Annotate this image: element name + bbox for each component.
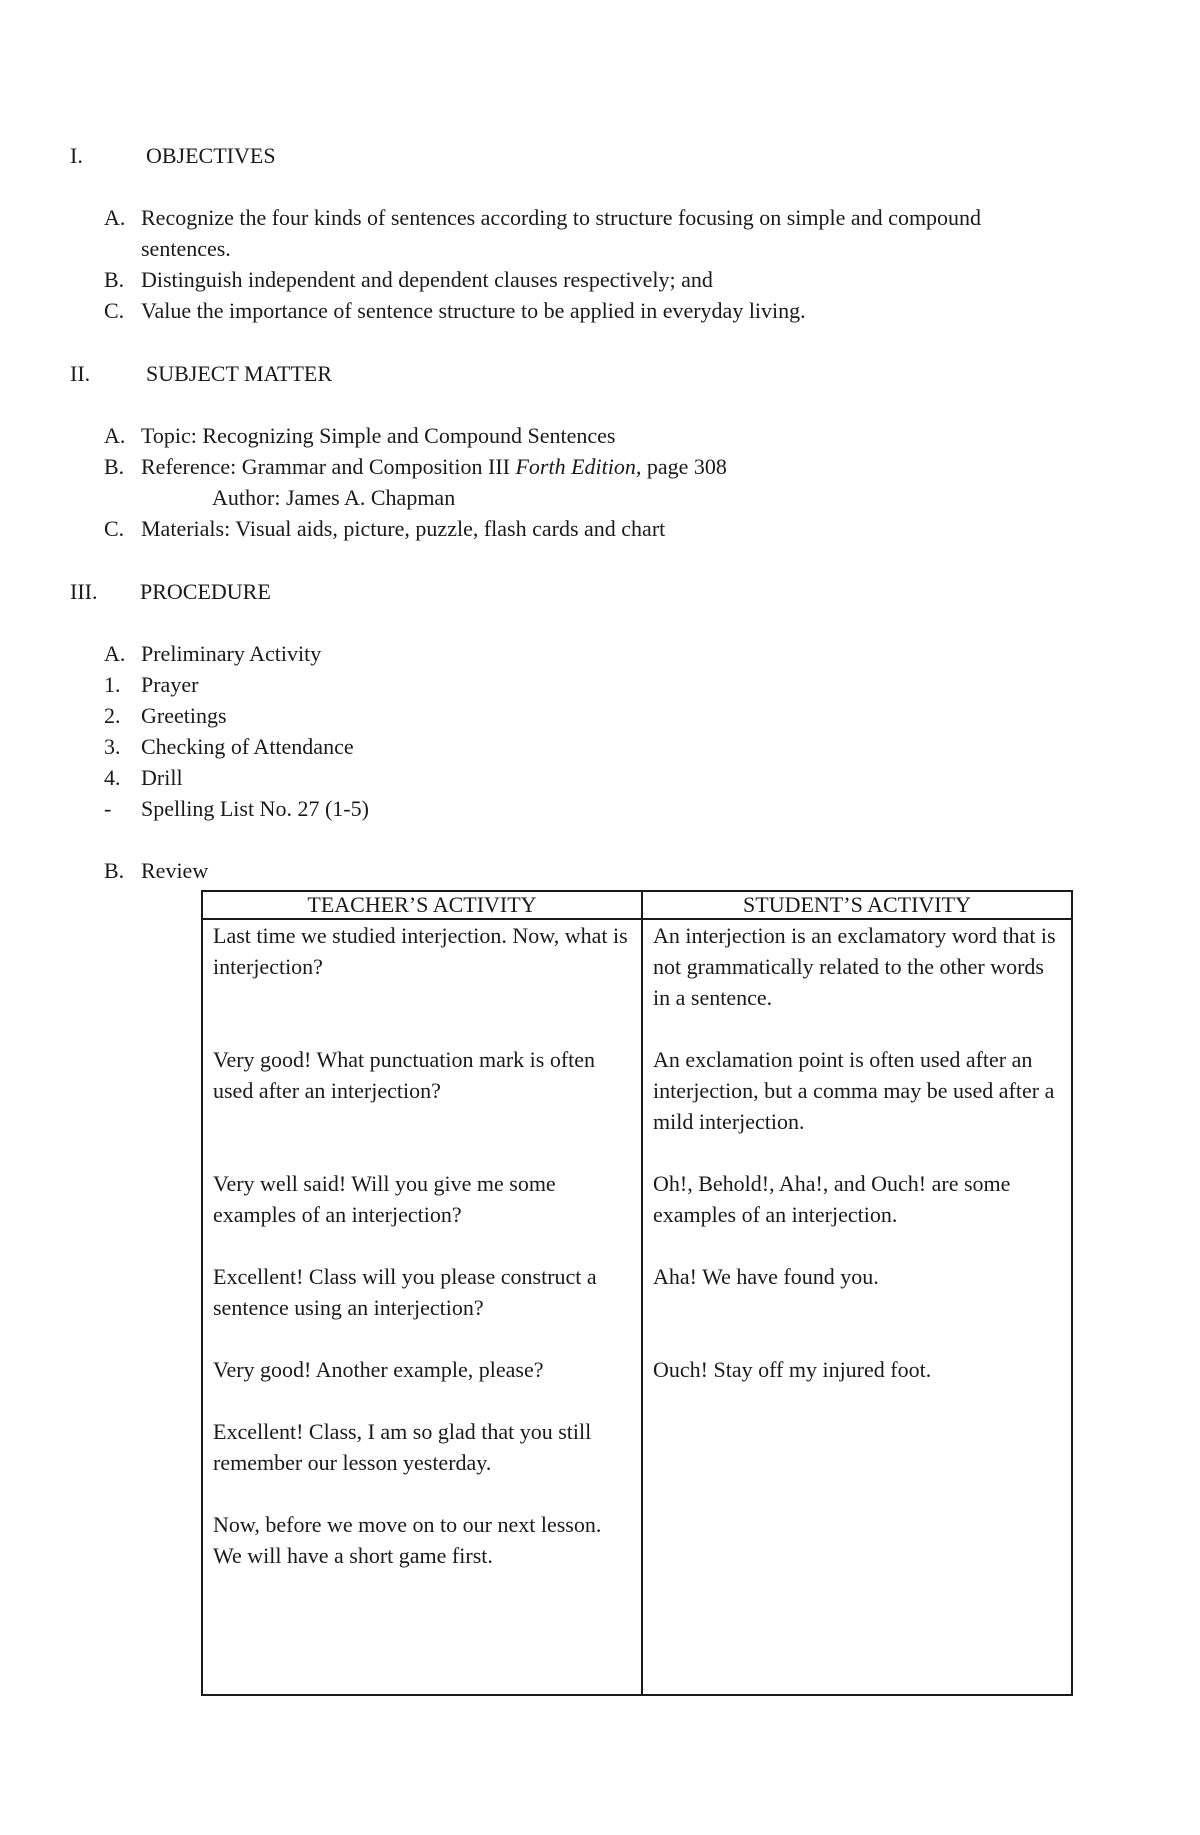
reference-title: Reference: Grammar and Composition III (141, 454, 516, 479)
item-marker: B. (104, 454, 125, 479)
item-marker: 3. (104, 734, 121, 759)
item-text: Greetings (141, 703, 227, 728)
student-activity-header: STUDENT’S ACTIVITY (642, 891, 1072, 919)
student-activity-cell (642, 919, 1072, 1695)
student-line: Oh!, Behold!, Aha!, and Ouch! are some examples of an interjection. (653, 1171, 1011, 1227)
list-item (104, 638, 1054, 669)
list-item (104, 202, 1054, 264)
list-item (104, 700, 1054, 731)
section-numeral: III. (70, 579, 98, 604)
item-marker: 1. (104, 672, 121, 697)
teacher-activity-header: TEACHER’S ACTIVITY (202, 891, 642, 919)
procedure-heading (70, 576, 271, 607)
item-text: Review (141, 858, 209, 883)
list-item (104, 295, 1054, 326)
teacher-line: Excellent! Class will you please construct a sentence using an interjection? (213, 1264, 597, 1320)
list-item (104, 451, 1054, 482)
list-item (104, 793, 1054, 824)
item-marker: B. (104, 267, 125, 292)
student-line: Ouch! Stay off my injured foot. (653, 1357, 932, 1382)
item-marker: B. (104, 858, 125, 883)
section-title: PROCEDURE (140, 579, 271, 604)
reference-page: page 308 (641, 454, 727, 479)
table-header-row (202, 891, 1072, 919)
section-title: OBJECTIVES (146, 143, 276, 168)
teacher-line: Very good! Another example, please? (213, 1357, 544, 1382)
procedure-list (104, 638, 1054, 886)
item-marker: 2. (104, 703, 121, 728)
item-marker: A. (104, 205, 126, 230)
teacher-line: Very good! What punctuation mark is often used after an interjection? (213, 1047, 596, 1103)
list-item (104, 731, 1054, 762)
subject-matter-list (104, 420, 1054, 544)
student-line: An exclamation point is often used after an interjection, but a comma may be used after a mild interjection. (653, 1047, 1055, 1134)
list-item (104, 513, 1054, 544)
list-item (104, 762, 1054, 793)
item-marker: C. (104, 516, 125, 541)
list-item (104, 669, 1054, 700)
teacher-line: Excellent! Class, I am so glad that you still remember our lesson yesterday. (213, 1419, 592, 1475)
item-text: Materials: Visual aids, picture, puzzle, flash cards and chart (141, 516, 666, 541)
item-text: Recognize the four kinds of sentences according to structure focusing on simple and compound sentences. (141, 205, 982, 261)
section-title: SUBJECT MATTER (146, 361, 333, 386)
item-marker: A. (104, 641, 126, 666)
reference-text (141, 451, 1054, 482)
item-text: Preliminary Activity (141, 641, 322, 666)
item-text: Spelling List No. 27 (1-5) (141, 796, 369, 821)
item-marker: A. (104, 423, 126, 448)
teacher-line: Now, before we move on to our next lesson. We will have a short game first. (213, 1512, 602, 1568)
item-marker: 4. (104, 765, 121, 790)
list-item (104, 855, 1054, 886)
item-marker: - (104, 796, 112, 821)
teacher-activity-cell (202, 919, 642, 1695)
item-text: Checking of Attendance (141, 734, 354, 759)
teacher-line: Very well said! Will you give me some examples of an interjection? (213, 1171, 556, 1227)
reference-edition: Forth Edition, (515, 454, 642, 479)
section-numeral: II. (70, 361, 91, 386)
student-line: An interjection is an exclamatory word that is not grammatically related to the other words in a sentence. (653, 923, 1056, 1010)
item-marker: C. (104, 298, 125, 323)
reference-author: Author: James A. Chapman (212, 485, 456, 510)
list-item (104, 420, 1054, 451)
item-text: Prayer (141, 672, 199, 697)
section-numeral: I. (70, 143, 83, 168)
list-item (104, 264, 1054, 295)
subject-matter-heading (70, 358, 332, 389)
objectives-list (104, 202, 1054, 326)
table-row (202, 919, 1072, 1695)
item-text: Distinguish independent and dependent clauses respectively; and (141, 267, 713, 292)
item-text: Topic: Recognizing Simple and Compound Sentences (141, 423, 616, 448)
review-table (201, 890, 1073, 1696)
item-text: Value the importance of sentence structure to be applied in everyday living. (141, 298, 806, 323)
item-text: Drill (141, 765, 183, 790)
teacher-line: Last time we studied interjection. Now, what is interjection? (213, 923, 628, 979)
objectives-heading (70, 140, 276, 171)
student-line: Aha! We have found you. (653, 1264, 879, 1289)
